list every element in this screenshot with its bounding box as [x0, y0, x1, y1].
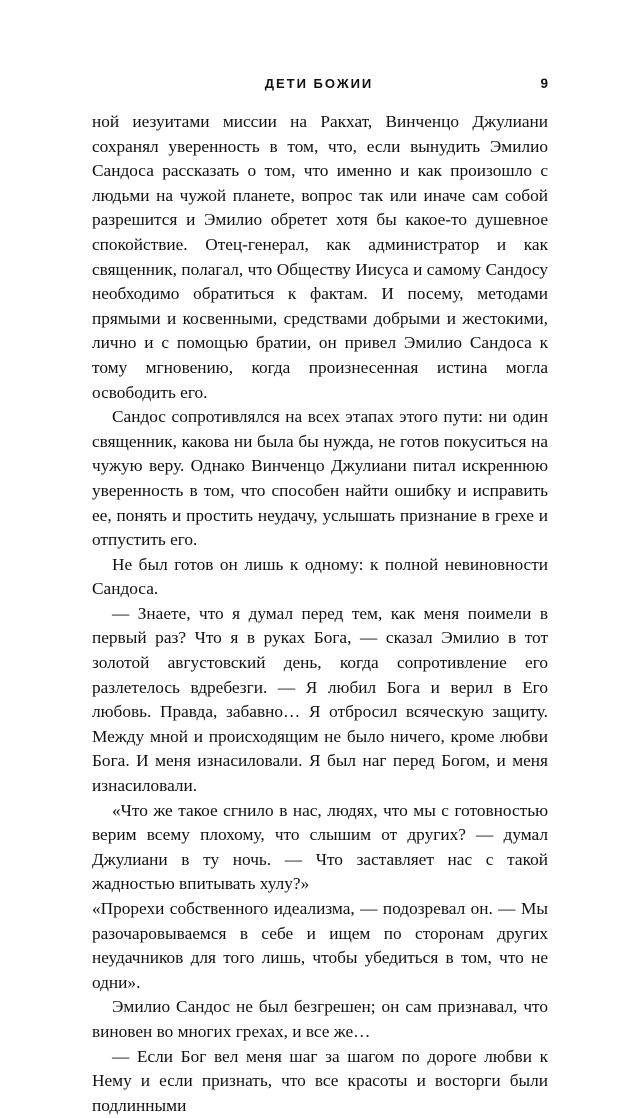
paragraph: — Знаете, что я думал перед тем, как меня поимели в первый раз? Что я в руках Бога, — сказал Эмилио в тот золотой августовский день, когда сопротивление его разлетелось вдребезги. — Я любил Бога и верил в Его любовь. Правда, забавно… Я отбросил всяческую защиту. Между мной и происходящим не было ничего, кроме любви Бога. И меня изнасиловали. Я был наг перед Богом, и меня изнасиловали. [92, 603, 548, 796]
running-title: ДЕТИ БОЖИИ [264, 76, 374, 91]
paragraph: Не был готов он лишь к одному: к полной невиновности Сандоса. [92, 554, 548, 599]
paragraph: Сандос сопротивлялся на всех этапах этого пути: ни один священник, какова ни была бы нужда, не готов покуситься на чужую веру. Однако Винченцо Джулиани питал искреннюю уверенность в том, что способен найти ошибку и исправить ее, понять и простить неудачу, услышать признание в грехе и отпустить его. [92, 407, 548, 550]
paragraph: «Прорехи собственного идеализма, — подозревал он. — Мы разочаровываемся в себе и ищем по сторонам других неудачников для того лишь, чтобы убедиться в том, что не одни». [92, 899, 548, 992]
paragraph: «Что же такое сгнило в нас, людях, что мы с готовностью верим всему плохому, что слышим от других? — думал Джулиани в ту ночь. — Что заставляет нас с такой жадностью впитывать хулу?» [92, 800, 548, 894]
page-number: 9 [540, 76, 548, 91]
page-header [90, 76, 548, 100]
body-text [92, 110, 548, 1118]
paragraph: ной иезуитами миссии на Ракхат, Винченцо Джулиани сохранял уверенность в том, что, если вынудить Эмилио Сандоса рассказать о том, что именно и как произошло с людьми на чужой планете, вопрос так или иначе сам собой разрешится и Эмилио обретет хотя бы какое-то душевное спокойствие. Отец-генерал, как администратор и как священник, полагал, что Обществу Иисуса и самому Сандосу необходимо обратиться к фактам. И посему, методами прямыми и косвенными, средствами добрыми и жестокими, лично и с помощью братии, он привел Эмилио Сандоса к тому мгновению, когда произнесенная истина могла освободить его. [92, 112, 548, 402]
paragraph: Эмилио Сандос не был безгрешен; он сам признавал, что виновен во многих грехах, и все же… [92, 997, 548, 1041]
paragraph: — Если Бог вел меня шаг за шагом по дороге любви к Нему и если признать, что все красоты и восторги были подлинными [92, 1046, 548, 1115]
